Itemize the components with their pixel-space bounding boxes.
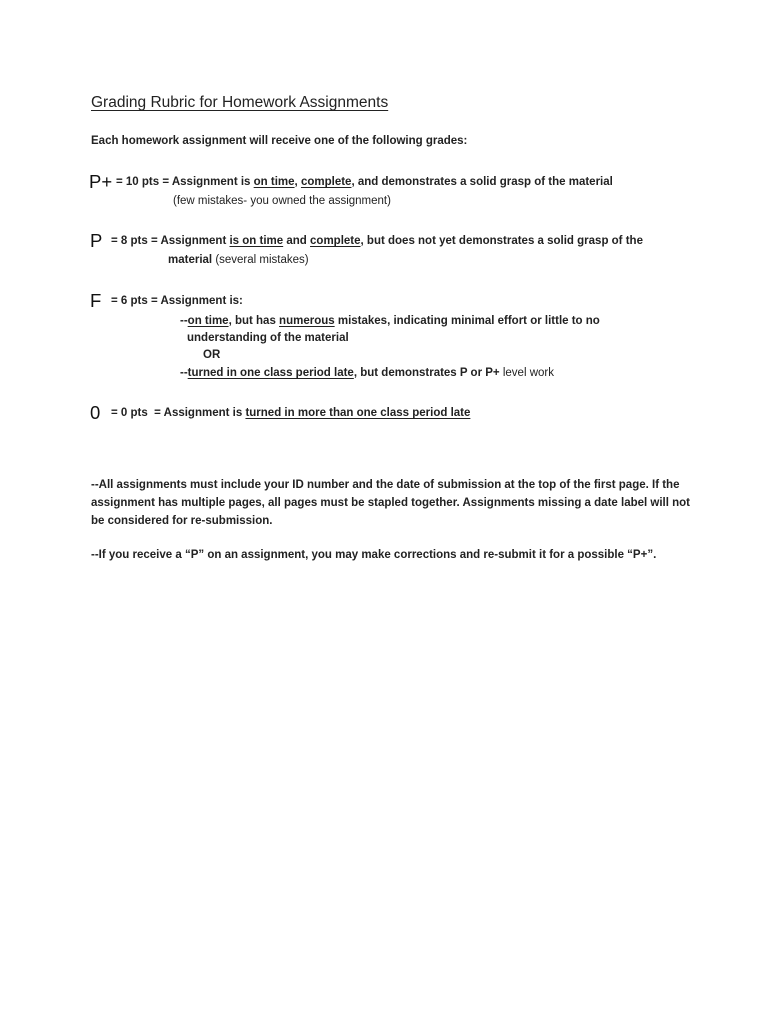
grade-f-or: OR bbox=[203, 349, 221, 361]
note-requirements: --All assignments must include your ID number and the date of submission at the top of the first page. If the assignment has multiple pages, all pages must be stapled together. Assignments missing a date label will not be considered for re-submission. bbox=[91, 479, 690, 527]
grade-pplus-desc-3: , and demonstrates a solid grasp of the material bbox=[351, 176, 613, 188]
intro-text: Each homework assignment will receive one of the following grades: bbox=[91, 135, 468, 147]
grade-p-sub-rest: (several mistakes) bbox=[215, 254, 309, 266]
grade-letter-pplus: P+ bbox=[89, 171, 113, 192]
grade-f-points: = 6 pts = bbox=[111, 295, 158, 307]
grade-zero-points: = 0 pts bbox=[111, 407, 148, 419]
grade-f-line bbox=[111, 295, 243, 307]
grade-f-option-1-line-2: understanding of the material bbox=[187, 332, 349, 344]
grade-pplus-on-time: on time bbox=[253, 176, 295, 188]
grade-f-opt2-prefix: -- bbox=[180, 367, 188, 379]
grade-p-sub bbox=[168, 254, 309, 266]
grade-f-opt1-prefix: -- bbox=[180, 315, 188, 327]
grade-pplus-sub: (few mistakes- you owned the assignment) bbox=[173, 195, 391, 207]
grade-f-opt2-text-1: , but demonstrates P or P+ bbox=[353, 367, 500, 379]
grade-p-sub-material: material bbox=[168, 254, 213, 266]
grade-zero-line bbox=[111, 407, 470, 419]
grade-f-option-1 bbox=[180, 315, 600, 327]
grade-letter-p: P bbox=[90, 230, 103, 251]
grade-p-desc-3: , but does not yet demonstrates a solid grasp of the bbox=[360, 235, 643, 247]
grade-letter-f: F bbox=[90, 290, 102, 311]
grade-pplus-points: = 10 pts = bbox=[116, 176, 170, 188]
grade-f-turned-in-late: turned in one class period late bbox=[187, 367, 354, 379]
grade-p-complete: complete bbox=[310, 235, 361, 247]
grade-p-is-on-time: is on time bbox=[229, 235, 284, 247]
grade-f-on-time: on time bbox=[187, 315, 229, 327]
grade-pplus-complete: complete bbox=[300, 176, 352, 188]
grade-letter-zero: 0 bbox=[90, 402, 101, 423]
grade-zero-desc: = Assignment is bbox=[154, 407, 243, 419]
grade-f-desc: Assignment is: bbox=[160, 295, 243, 307]
note-resubmit: --If you receive a “P” on an assignment, you may make corrections and re-submit it for a possible “P+”. bbox=[91, 549, 657, 561]
grade-f-numerous: numerous bbox=[279, 315, 335, 327]
grade-p-desc-2: and bbox=[286, 235, 307, 247]
page-title: Grading Rubric for Homework Assignments bbox=[91, 94, 389, 111]
grade-p-points: = 8 pts = bbox=[111, 235, 158, 247]
grade-p-desc-1: Assignment bbox=[160, 235, 227, 247]
grade-p-line bbox=[111, 235, 643, 247]
grade-pplus-desc-2: , bbox=[294, 176, 298, 188]
grade-f-opt1-text-2: mistakes, indicating minimal effort or little to no bbox=[337, 315, 600, 327]
grade-pplus-desc-1: Assignment is bbox=[171, 176, 251, 188]
grade-f-opt2-text-2: level work bbox=[502, 367, 554, 379]
grade-pplus-line bbox=[116, 176, 613, 188]
grade-f-opt1-text-1: , but has bbox=[228, 315, 276, 327]
grade-f-option-2 bbox=[180, 367, 554, 379]
grade-zero-late: turned in more than one class period late bbox=[245, 407, 471, 419]
